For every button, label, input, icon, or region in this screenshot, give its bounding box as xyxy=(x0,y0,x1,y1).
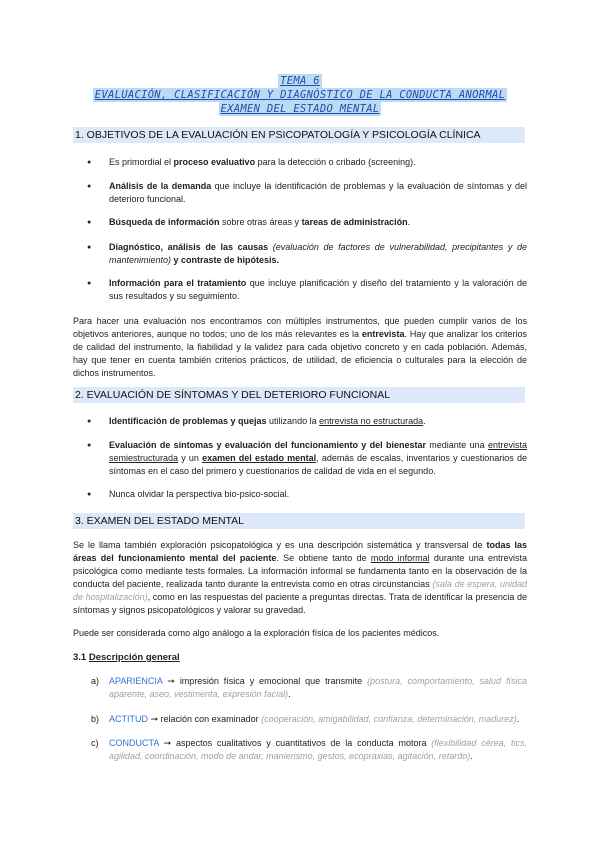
list-item-apariencia: a) APARIENCIA ➞ impresión física y emocional que transmite (postura, comportamiento, salud física aparente, aseo, vestimenta, expresión facial). xyxy=(91,676,528,699)
section-2-heading: 2. EVALUACIÓN DE SÍNTOMAS Y DEL DETERIORO FUNCIONAL xyxy=(73,387,525,403)
section-1-paragraph: Para hacer una evaluación nos encontramos con múltiples instrumentos, que pueden cumplir varios de los objetivos anteriores, aunque no todos; uno de los más relevantes es la entrevista. Hay que analizar los criterios de calidad del instrumento, la fiabilidad y la validez para cada objetivo concreto y en cada población. Además, hay que tener en cuenta también criterios prácticos, de utilidad, de eficiencia o culturales para la elección de dichos instrumentos. xyxy=(73,316,527,378)
section-2-bullets xyxy=(73,415,527,428)
section-3-heading: 3. EXAMEN DEL ESTADO MENTAL xyxy=(73,513,525,529)
list-item: ● Diagnóstico, análisis de las causas (evaluación de factores de vulnerabilidad, precipitantes y de mantenimiento) y contraste de hipótesis. xyxy=(73,241,527,267)
section-3-paragraph-2: Puede ser considerada como algo análogo a la exploración física de los pacientes médicos. xyxy=(73,628,440,638)
section-3-paragraph: Se le llama también exploración psicopatológica y es una descripción sistemática y transversal de todas las áreas del funcionamiento mental del paciente. Se obtiene tanto de modo informal durante una entrevista psicológica como mediante tests formales. La información informal se fundamenta tanto en la observación de la conducta del paciente, realizada tanto durante la entrevista como en otras circunstancias (sala de espera, unidad de hospitalización), como en las respuestas del paciente a preguntas directas. Trata de identificar la presencia de síntomas y signos psicopatológicos y valorar su gravedad. xyxy=(73,540,528,615)
section-1-bullets xyxy=(73,216,527,229)
title-sub: EXAMEN DEL ESTADO MENTAL xyxy=(220,103,380,115)
section-1-bullets xyxy=(73,241,527,267)
section-1-heading: 1. OBJETIVOS DE LA EVALUACIÓN EN PSICOPATOLOGÍA Y PSICOLOGÍA CLÍNICA xyxy=(73,127,525,143)
list-item: ● Nunca olvidar la perspectiva bio-psico-social. xyxy=(73,488,527,501)
subsection-heading: 3.1 Descripción general xyxy=(73,652,180,663)
list-item-conducta: c) CONDUCTA ➞ aspectos cualitativos y cuantitativos de la conducta motora (flexibilidad cérea, tics, agilidad, coordinación, modo de andar, manierismo, gestos, ecopraxias, agitación, retardo). xyxy=(91,738,527,761)
list-item: ● Información para el tratamiento que incluye planificación y diseño del tratamiento y la valoración de sus resultados y su seguimiento. xyxy=(73,277,527,303)
section-2-bullets xyxy=(73,488,527,501)
section-1-bullets xyxy=(73,156,527,169)
title-main: EVALUACIÓN, CLASIFICACIÓN Y DIAGNÓSTICO DE LA CONDUCTA ANORMAL xyxy=(94,89,506,101)
section-1-bullets xyxy=(73,277,527,303)
list-item: ● Identificación de problemas y quejas utilizando la entrevista no estructurada. xyxy=(73,415,527,428)
section-1-bullets xyxy=(73,180,527,206)
list-item-actitud: b) ACTITUD ➞ relación con examinador (cooperación, amigabilidad, confianza, determinación, madurez). xyxy=(91,714,520,724)
title-topic: TEMA 6 xyxy=(280,75,320,87)
document-title xyxy=(0,74,600,116)
section-2-bullets xyxy=(73,439,527,478)
list-item: ● Análisis de la demanda que incluye la identificación de problemas y la evaluación de síntomas y del deterioro funcional. xyxy=(73,180,527,206)
list-item: ● Evaluación de síntomas y evaluación del funcionamiento y del bienestar mediante una entrevista semiestructurada y un examen del estado mental, además de escalas, inventarios y cuestionarios de síntomas en el caso del primero y cuestionarios de calidad de vida en el segundo. xyxy=(73,439,527,478)
list-item: ● Es primordial el proceso evaluativo para la detección o cribado (screening). xyxy=(73,156,527,169)
list-item: ● Búsqueda de información sobre otras áreas y tareas de administración. xyxy=(73,216,527,229)
